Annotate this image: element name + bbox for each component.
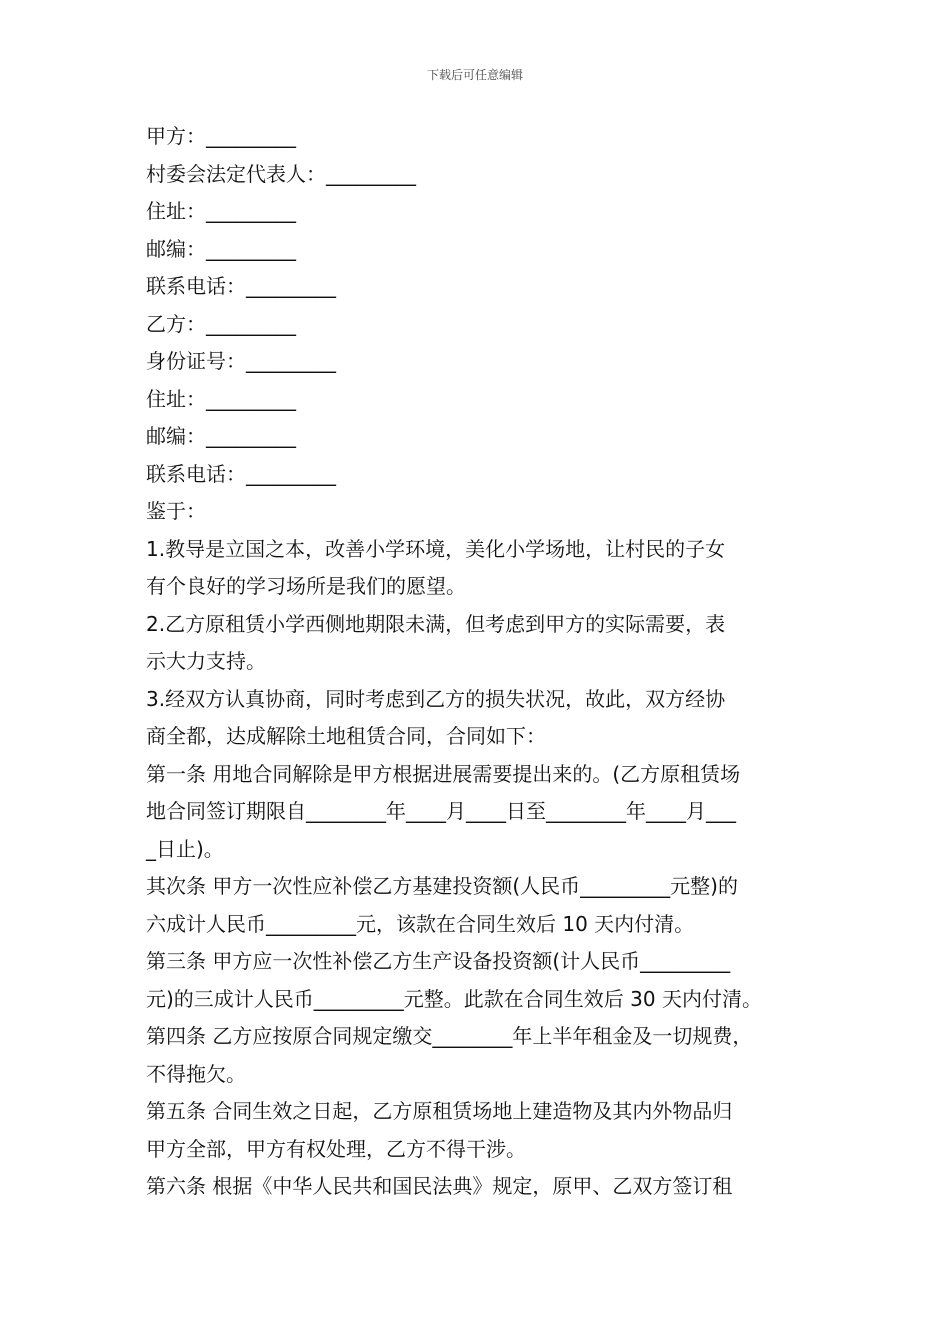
article-4-line: 不得拖欠。 (146, 1061, 246, 1086)
article-5-line: 第五条 合同生效之日起，乙方原租赁场地上建造物及其内外物品归 (146, 1099, 733, 1123)
paragraph-line: 示大力支持。 (146, 649, 266, 673)
paragraph-line: 3.经双方认真协商，同时考虑到乙方的损失状况，故此，双方经协 (146, 686, 726, 711)
paragraph-line: 有个良好的学习场所是我们的愿望。 (146, 574, 466, 598)
paragraph-line: 2.乙方原租赁小学西侧地期限未满，但考虑到甲方的实际需要，表 (146, 611, 726, 636)
party-b-id-line: 身份证号：_________ (146, 349, 336, 373)
party-a-phone-line: 联系电话：_________ (146, 274, 336, 298)
party-b-postcode-line: 邮编：_________ (146, 424, 296, 448)
party-a-postcode-line: 邮编：_________ (146, 236, 296, 261)
article-1-line: _日止)。 (146, 836, 224, 861)
article-1-line: 第一条 用地合同解除是甲方根据进展需要提出来的。(乙方原租赁场 (146, 761, 741, 786)
article-6-line: 第六条 根据《中华人民共和国民法典》规定，原甲、乙双方签订租 (146, 1174, 733, 1198)
document-body (146, 118, 826, 1206)
village-representative-line: 村委会法定代表人：_________ (146, 161, 416, 186)
article-4-line: 第四条 乙方应按原合同规定缴交________年上半年租金及一切规费， (146, 1024, 753, 1048)
page-header: 下载后可任意编辑 (426, 68, 523, 82)
party-b-phone-line: 联系电话：_________ (146, 461, 336, 486)
party-a-line: 甲方：_________ (146, 124, 296, 148)
article-3-line: 第三条 甲方应一次性补偿乙方生产设备投资额(计人民币_________ (146, 949, 731, 973)
paragraph-line: 商全都，达成解除土地租赁合同，合同如下： (146, 724, 546, 748)
paragraph-line: 1.教导是立国之本，改善小学环境，美化小学场地，让村民的子女 (146, 536, 726, 561)
party-b-address-line: 住址：_________ (146, 386, 296, 411)
article-3-line: 元)的三成计人民币_________元整。此款在合同生效后 30 天内付清。 (146, 986, 762, 1011)
article-2-line: 其次条 甲方一次性应补偿乙方基建投资额(人民币_________元整)的 (146, 874, 738, 898)
party-b-line: 乙方：_________ (146, 311, 296, 336)
article-1-line: 地合同签订期限自________年____月____日至________年____月___ (146, 799, 736, 823)
article-2-line: 六成计人民币_________元，该款在合同生效后 10 天内付清。 (146, 911, 695, 936)
party-a-address-line: 住址：_________ (146, 199, 296, 223)
whereas-heading: 鉴于： (146, 499, 206, 523)
article-5-line: 甲方全部，甲方有权处理，乙方不得干涉。 (146, 1136, 526, 1161)
